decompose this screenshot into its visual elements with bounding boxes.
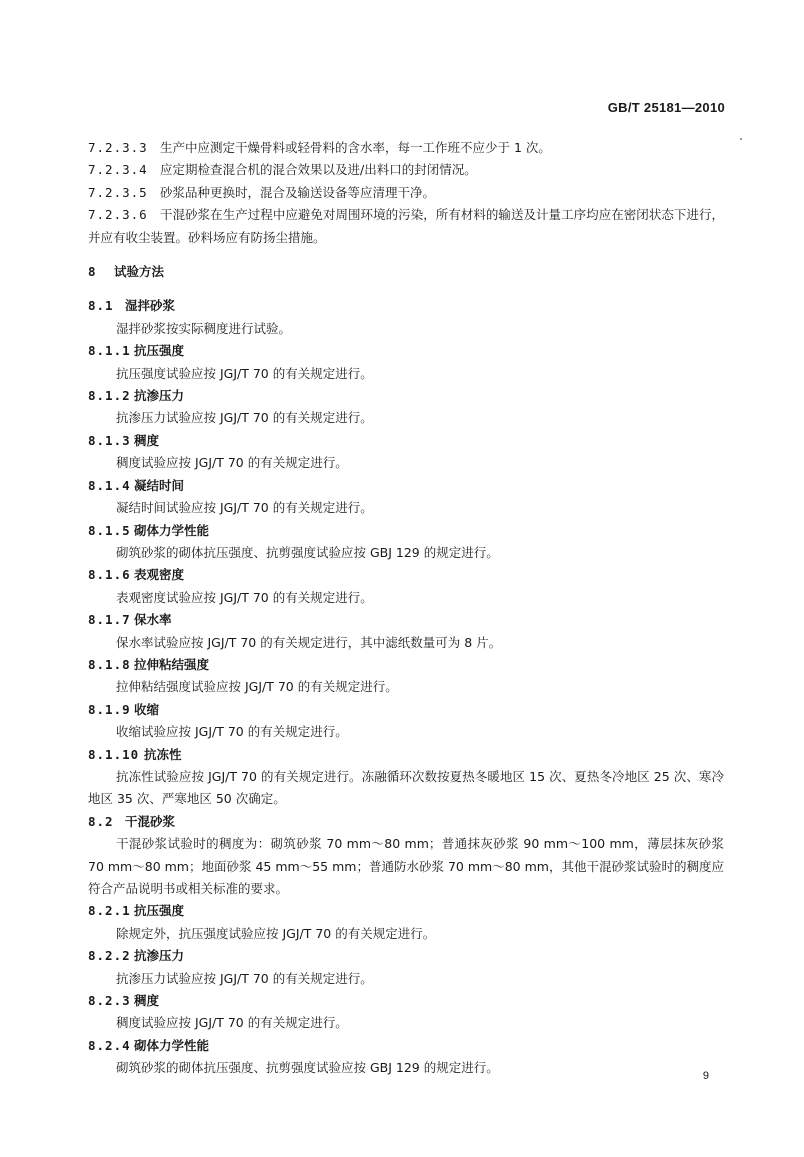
section-title: 表观密度 xyxy=(134,567,185,583)
section-number: 8.2.3 xyxy=(88,993,131,1009)
section-8-1-5-heading xyxy=(88,520,724,542)
section-8-1-9-text: 收缩试验应按 JGJ/T 70 的有关规定进行。 xyxy=(116,724,348,740)
clause-number: 7.2.3.5 xyxy=(88,184,148,200)
section-8-1-7-heading xyxy=(88,609,724,631)
section-8-2-2-heading xyxy=(88,945,724,967)
section-title: 拉伸粘结强度 xyxy=(134,656,210,672)
section-8-1-8-heading xyxy=(88,654,724,676)
clause-text: 砂浆品种更换时，混合及输送设备等应清理干净。 xyxy=(160,184,436,200)
section-number: 8.1.8 xyxy=(88,656,131,672)
section-number: 8.1.6 xyxy=(88,567,131,583)
section-number: 8.2 xyxy=(88,813,114,829)
section-number: 8.1.1 xyxy=(88,343,131,359)
page-number: 9 xyxy=(702,1070,709,1082)
section-8-2-3-text: 稠度试验应按 JGJ/T 70 的有关规定进行。 xyxy=(116,1015,348,1031)
clause-7-2-3-6 xyxy=(88,204,724,249)
section-number: 8.1.10 xyxy=(88,746,140,762)
section-number: 8.1.7 xyxy=(88,612,131,628)
section-8-1-1-text: 抗压强度试验应按 JGJ/T 70 的有关规定进行。 xyxy=(116,365,373,381)
section-8-1-10-heading xyxy=(88,744,724,766)
section-title: 收缩 xyxy=(134,701,160,717)
section-title: 凝结时间 xyxy=(134,477,185,493)
body-text xyxy=(88,137,724,1080)
section-8-1-6-text: 表观密度试验应按 JGJ/T 70 的有关规定进行。 xyxy=(116,589,373,605)
section-title: 砌体力学性能 xyxy=(134,1037,210,1053)
section-8-1-1-heading xyxy=(88,340,724,362)
clause-number: 7.2.3.6 xyxy=(88,207,148,223)
section-number: 8.1.5 xyxy=(88,522,131,538)
section-8-1-text: 湿拌砂浆按实际稠度进行试验。 xyxy=(116,320,292,336)
section-number: 8.1.4 xyxy=(88,477,131,493)
section-title: 保水率 xyxy=(134,612,172,628)
section-8-1-7-text: 保水率试验应按 JGJ/T 70 的有关规定进行，其中滤纸数量可为 8 片。 xyxy=(116,634,502,650)
clause-text: 生产中应测定干燥骨料或轻骨料的含水率，每一工作班不应少于 1 次。 xyxy=(160,140,551,155)
section-number: 8.2.2 xyxy=(88,948,131,964)
section-8-2-4-text: 砌筑砂浆的砌体抗压强度、抗剪强度试验应按 GBJ 129 的规定进行。 xyxy=(116,1060,499,1076)
section-number: 8 xyxy=(88,264,97,280)
section-title: 抗压强度 xyxy=(134,343,185,359)
section-title: 稠度 xyxy=(134,432,160,448)
section-number: 8.1.3 xyxy=(88,432,131,448)
section-8-1-8-text: 拉伸粘结强度试验应按 JGJ/T 70 的有关规定进行。 xyxy=(116,679,398,695)
section-number: 8.1.2 xyxy=(88,388,131,404)
clause-7-2-3-4 xyxy=(88,159,724,181)
section-title: 稠度 xyxy=(134,993,160,1009)
section-8-1-2-text: 抗渗压力试验应按 JGJ/T 70 的有关规定进行。 xyxy=(116,410,373,426)
section-title: 抗压强度 xyxy=(134,903,185,919)
section-8-1-heading xyxy=(88,295,724,317)
section-8-1-10-text: 抗冻性试验应按 JGJ/T 70 的有关规定进行。冻融循环次数按夏热冬暖地区 15 次、夏热冬冷地区 25 次、寒冷地区 35 次、严寒地区 50 次确定。 xyxy=(88,768,724,807)
section-8-2-heading xyxy=(88,811,724,833)
clause-number: 7.2.3.3 xyxy=(88,140,148,155)
section-8-1-4-text: 凝结时间试验应按 JGJ/T 70 的有关规定进行。 xyxy=(116,500,373,516)
clause-7-2-3-5 xyxy=(88,182,724,204)
section-8-2-2-text: 抗渗压力试验应按 JGJ/T 70 的有关规定进行。 xyxy=(116,970,373,986)
clause-text: 应定期检查混合机的混合效果以及进/出料口的封闭情况。 xyxy=(160,162,477,178)
section-8-2-1-heading xyxy=(88,900,724,922)
section-number: 8.1 xyxy=(88,298,114,314)
section-title: 抗冻性 xyxy=(144,746,182,762)
section-title: 湿拌砂浆 xyxy=(125,298,176,314)
section-title: 砌体力学性能 xyxy=(134,522,210,538)
section-number: 8.1.9 xyxy=(88,701,131,717)
section-title: 抗渗压力 xyxy=(134,388,185,404)
scan-speck xyxy=(740,138,742,140)
section-title: 抗渗压力 xyxy=(134,948,185,964)
section-title: 试验方法 xyxy=(114,264,165,280)
section-number: 8.2.4 xyxy=(88,1037,131,1053)
section-8-2-4-heading xyxy=(88,1035,724,1057)
section-number: 8.2.1 xyxy=(88,903,131,919)
clause-text: 干混砂浆在生产过程中应避免对周围环境的污染，所有材料的输送及计量工序均应在密闭状态下进行，并应有收尘装置。砂料场应有防扬尘措施。 xyxy=(88,207,724,245)
section-8-2-3-heading xyxy=(88,990,724,1012)
section-8-2-1-text: 除规定外，抗压强度试验应按 JGJ/T 70 的有关规定进行。 xyxy=(116,925,436,941)
section-8-2-text: 干混砂浆试验时的稠度为：砌筑砂浆 70 mm～80 mm；普通抹灰砂浆 90 mm～100 mm，薄层抹灰砂浆 70 mm～80 mm；地面砂浆 45 mm～55 mm；普通防水砂浆 70 mm～80 mm，其他干混砂浆试验时的稠度应符合产品说明书或相关标准的要求。 xyxy=(88,836,724,896)
clause-7-2-3-3 xyxy=(88,137,724,159)
section-8-1-4-heading xyxy=(88,475,724,497)
section-8-1-2-heading xyxy=(88,385,724,407)
section-title: 干混砂浆 xyxy=(125,813,176,829)
clause-number: 7.2.3.4 xyxy=(88,162,148,178)
section-8-heading xyxy=(88,261,724,283)
section-8-1-9-heading xyxy=(88,699,724,721)
section-8-1-3-text: 稠度试验应按 JGJ/T 70 的有关规定进行。 xyxy=(116,455,348,471)
standard-code-header: GB/T 25181—2010 xyxy=(607,100,725,115)
section-8-1-3-heading xyxy=(88,430,724,452)
section-8-1-5-text: 砌筑砂浆的砌体抗压强度、抗剪强度试验应按 GBJ 129 的规定进行。 xyxy=(116,544,499,560)
section-8-1-6-heading xyxy=(88,564,724,586)
